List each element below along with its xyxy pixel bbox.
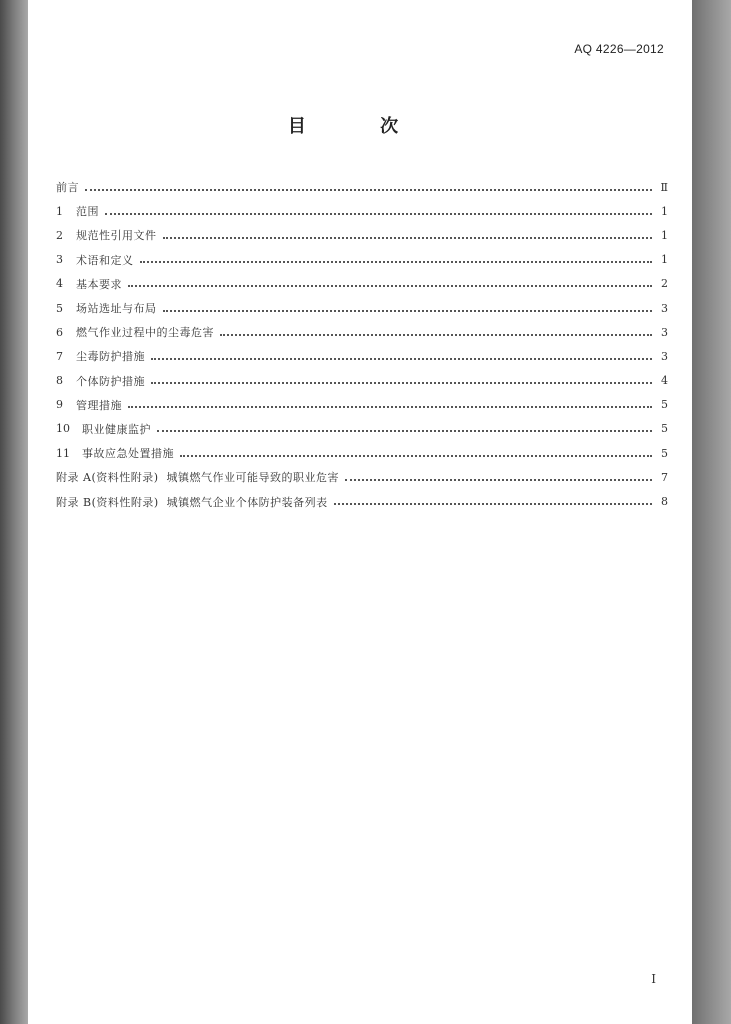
toc-entry-text: 基本要求 — [76, 277, 122, 291]
toc-entry-page: 3 — [661, 325, 668, 339]
toc-dot-leader — [151, 357, 652, 360]
toc-entry-page: Ⅱ — [660, 180, 668, 194]
toc-entry-11[interactable] — [56, 441, 668, 465]
toc-entry-page: 8 — [661, 495, 668, 509]
toc-dot-leader — [220, 333, 652, 336]
toc-entry-text: 前言 — [56, 181, 79, 195]
toc-dot-leader — [345, 478, 652, 481]
toc-entry-appendix-a[interactable] — [56, 465, 668, 489]
toc-entry-number: 3 — [56, 253, 63, 267]
document-page — [28, 0, 692, 1024]
toc-entry-page: 7 — [661, 470, 668, 484]
toc-entry-text: 范围 — [76, 205, 99, 219]
toc-dot-leader — [163, 309, 653, 312]
toc-entry-number: 10 — [56, 422, 70, 436]
toc-entry-number: 2 — [56, 228, 63, 242]
toc-entry-text: 燃气作业过程中的尘毒危害 — [76, 326, 214, 340]
toc-entry-9[interactable] — [56, 393, 668, 417]
toc-entry-text: 场站选址与布局 — [76, 302, 157, 316]
toc-entry-number: 5 — [56, 301, 63, 315]
toc-entry-text: 事故应急处置措施 — [82, 447, 174, 461]
toc-dot-leader — [85, 188, 652, 191]
toc-dot-leader — [163, 236, 653, 239]
toc-dot-leader — [140, 260, 653, 263]
toc-entry-text: 规范性引用文件 — [76, 229, 157, 243]
toc-dot-leader — [157, 429, 652, 432]
toc-entry-10[interactable] — [56, 417, 668, 441]
toc-entry-7[interactable] — [56, 344, 668, 368]
toc-dot-leader — [128, 405, 652, 408]
page-title: 目 次 — [287, 116, 433, 137]
toc-entry-number: 7 — [56, 349, 63, 363]
toc-entry-8[interactable] — [56, 369, 668, 393]
toc-entry-number: 4 — [56, 277, 63, 291]
toc-entry-page: 5 — [661, 398, 668, 412]
toc-dot-leader — [180, 454, 652, 457]
toc-dot-leader — [105, 212, 652, 215]
standard-code: AQ 4226—2012 — [574, 42, 664, 56]
toc-entry-appendix-b[interactable] — [56, 489, 668, 513]
toc-dot-leader — [151, 381, 652, 384]
toc-entry-5[interactable] — [56, 296, 668, 320]
toc-entry-1[interactable] — [56, 199, 668, 223]
toc-entry-page: 1 — [661, 204, 668, 218]
toc-entry-number: 6 — [56, 325, 63, 339]
toc-entry-page: 3 — [661, 301, 668, 315]
toc-entry-text: 管理措施 — [76, 398, 122, 412]
toc-entry-number: 8 — [56, 374, 63, 388]
toc-dot-leader — [334, 502, 652, 505]
page-number: Ⅰ — [651, 972, 656, 986]
toc-entry-page: 1 — [661, 228, 668, 242]
toc-entry-number: 1 — [56, 204, 63, 218]
toc-entry-page: 5 — [661, 446, 668, 460]
toc-entry-foreword[interactable] — [56, 175, 668, 199]
toc-entry-text: 术语和定义 — [76, 253, 134, 267]
toc-entry-number: 11 — [56, 446, 70, 460]
toc-entry-4[interactable] — [56, 272, 668, 296]
toc-entry-page: 3 — [661, 349, 668, 363]
toc-entry-page: 1 — [661, 253, 668, 267]
table-of-contents — [56, 175, 668, 514]
toc-entry-6[interactable] — [56, 320, 668, 344]
toc-entry-page: 5 — [661, 422, 668, 436]
toc-entry-3[interactable] — [56, 248, 668, 272]
toc-entry-number: 9 — [56, 398, 63, 412]
toc-entry-page: 4 — [661, 374, 668, 388]
toc-entry-text: 附录 B(资料性附录) 城镇燃气企业个体防护装备列表 — [56, 495, 328, 509]
toc-entry-2[interactable] — [56, 223, 668, 247]
toc-entry-text: 职业健康监护 — [82, 422, 151, 436]
toc-entry-text: 个体防护措施 — [76, 374, 145, 388]
toc-entry-page: 2 — [661, 277, 668, 291]
toc-entry-text: 附录 A(资料性附录) 城镇燃气作业可能导致的职业危害 — [56, 471, 340, 485]
toc-dot-leader — [128, 284, 652, 287]
toc-entry-text: 尘毒防护措施 — [76, 350, 145, 364]
